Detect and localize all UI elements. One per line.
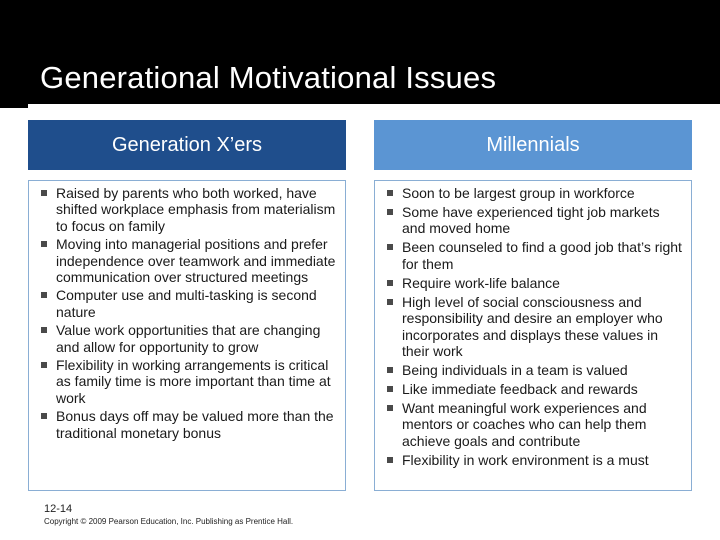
bullet-text: Soon to be largest group in workforce: [402, 185, 635, 201]
millennials-bullet-list: [387, 185, 685, 468]
square-bullet-icon: [387, 386, 393, 392]
list-item: [41, 287, 339, 320]
slide-number: 12-14: [44, 503, 73, 515]
generation-x-header: [28, 120, 346, 170]
list-item: [387, 452, 685, 468]
square-bullet-icon: [387, 299, 393, 305]
square-bullet-icon: [387, 190, 393, 196]
bullet-text: Computer use and multi-tasking is second nature: [56, 287, 317, 320]
bullet-text: Want meaningful work experiences and mentors or coaches who can help them achieve goals and contribute: [402, 400, 647, 449]
generation-x-header-label: Generation X’ers: [111, 133, 263, 156]
bullet-text: Require work-life balance: [402, 274, 560, 291]
millennials-header: [374, 120, 692, 170]
bullet-text: Been counseled to find a good job that’s right for them: [402, 239, 682, 272]
bullet-text: High level of social consciousness and responsibility and desire an employer who incorporates and displays these values in their work: [402, 293, 663, 360]
square-bullet-icon: [387, 457, 393, 463]
square-bullet-icon: [41, 362, 47, 368]
square-bullet-icon: [41, 241, 47, 247]
list-item: [41, 408, 339, 441]
list-item: [41, 322, 339, 355]
bullet-text: Value work opportunities that are changing and allow for opportunity to grow: [56, 322, 321, 355]
square-bullet-icon: [387, 405, 393, 411]
square-bullet-icon: [387, 244, 393, 250]
millennials-content-box: [374, 180, 692, 491]
list-item: [41, 185, 339, 234]
bullet-text: Raised by parents who both worked, have shifted workplace emphasis from materialism to focus on family: [56, 185, 336, 234]
bullet-text: Moving into managerial positions and prefer independence over teamwork and immediate communication over structured meetings: [56, 236, 336, 286]
list-item: [41, 357, 339, 406]
list-item: [387, 239, 685, 272]
square-bullet-icon: [41, 413, 47, 419]
bullet-text: Like immediate feedback and rewards: [402, 381, 638, 398]
square-bullet-icon: [387, 367, 393, 373]
square-bullet-icon: [387, 209, 393, 215]
list-item: [387, 362, 685, 378]
square-bullet-icon: [41, 327, 47, 333]
list-item: [387, 275, 685, 291]
list-item: [387, 204, 685, 237]
generation-x-bullet-list: [41, 185, 339, 441]
title-divider: [28, 104, 720, 108]
square-bullet-icon: [41, 190, 47, 196]
millennials-header-label: Millennials: [486, 133, 580, 156]
list-item: [387, 381, 685, 397]
bullet-text: Being individuals in a team is valued: [402, 362, 628, 379]
list-item: [387, 400, 685, 449]
bullet-text: Flexibility in working arrangements is critical as family time is more important than time at work: [56, 357, 331, 406]
square-bullet-icon: [41, 292, 47, 298]
copyright-notice: Copyright © 2009 Pearson Education, Inc. Publishing as Prentice Hall.: [44, 517, 294, 526]
generation-x-content-box: [28, 180, 346, 491]
slide-title: Generational Motivational Issues: [40, 60, 497, 95]
bullet-text: Flexibility in work environment is a must: [402, 451, 649, 468]
list-item: [41, 236, 339, 285]
list-item: [387, 294, 685, 360]
bullet-text: Some have experienced tight job markets and moved home: [402, 204, 660, 237]
square-bullet-icon: [387, 280, 393, 286]
list-item: [387, 185, 685, 201]
bullet-text: Bonus days off may be valued more than the traditional monetary bonus: [56, 408, 334, 441]
